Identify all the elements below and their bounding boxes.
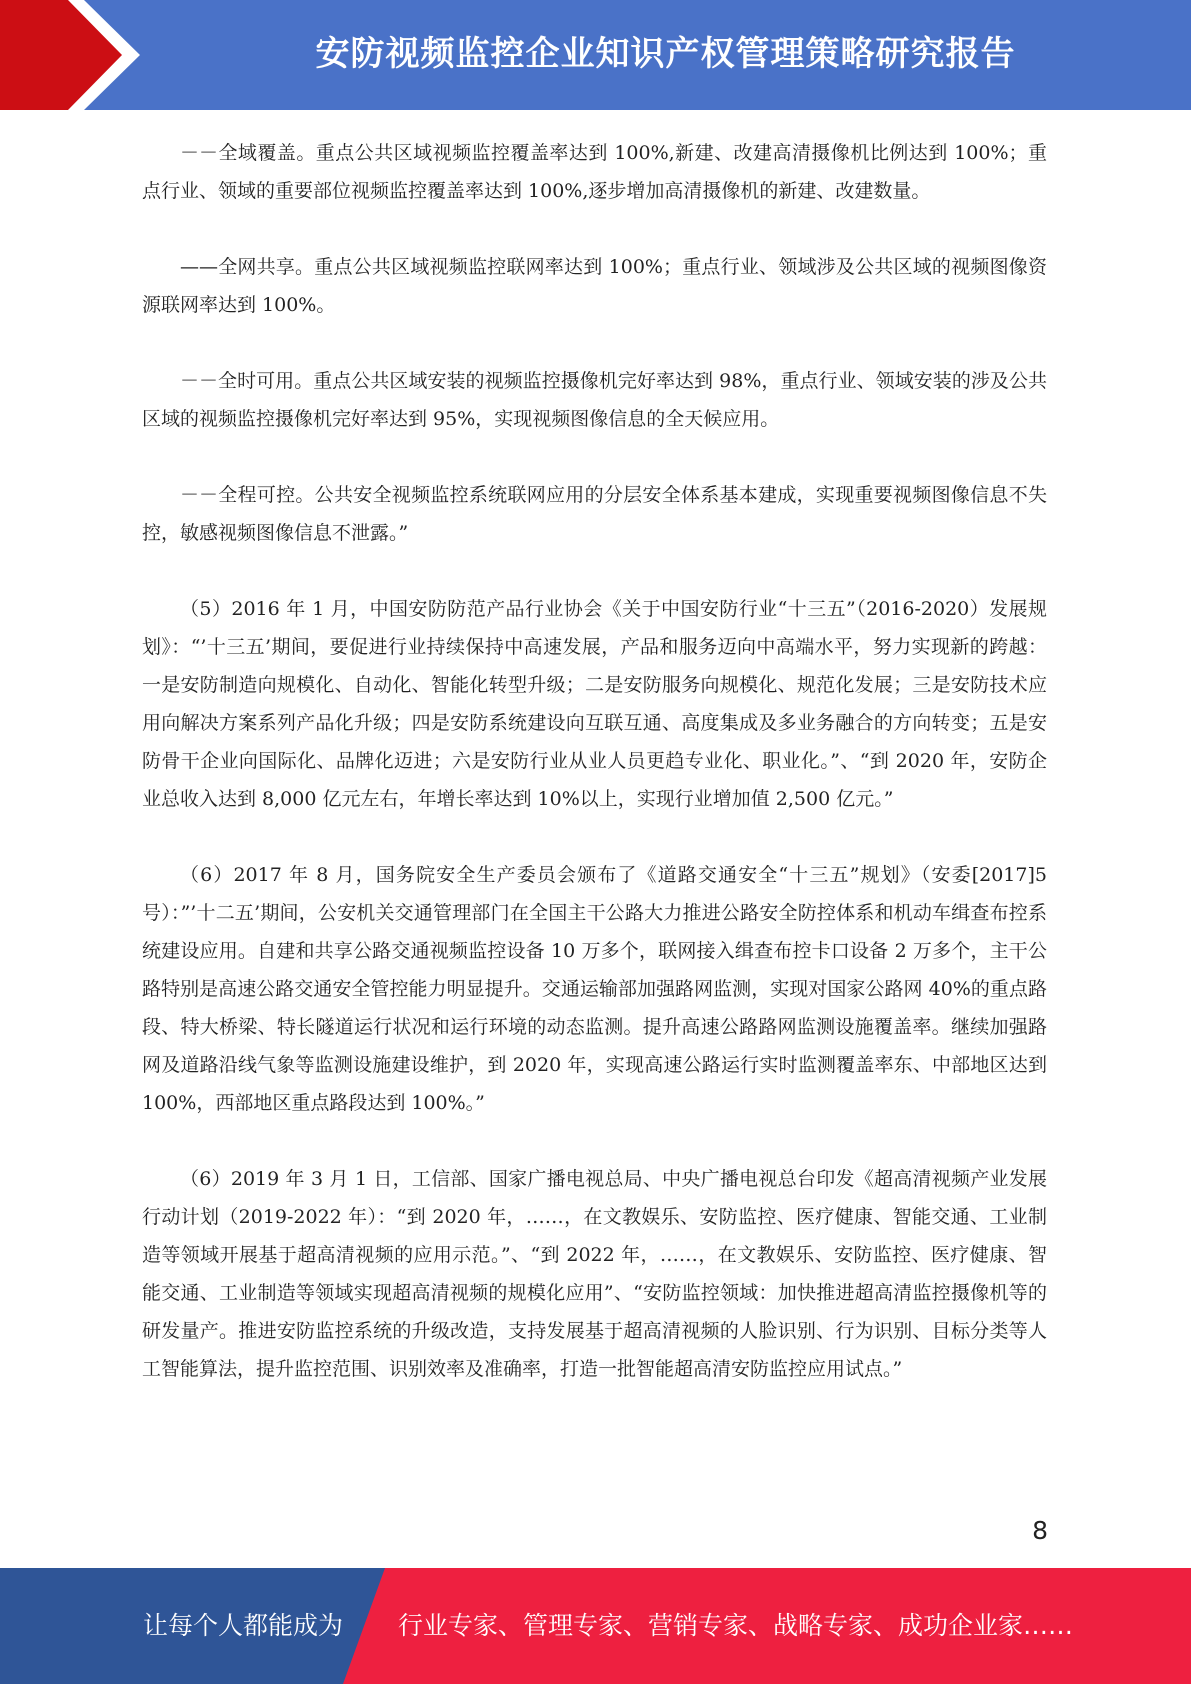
- paragraph-network-sharing: ——全网共享。重点公共区域视频监控联网率达到 100%；重点行业、领域涉及公共区域的视频图像资源联网率达到 100%。: [142, 256, 1047, 316]
- paragraph-full-coverage: －－全域覆盖。重点公共区域视频监控覆盖率达到 100%,新建、改建高清摄像机比例达到 100%；重点行业、领域的重要部位视频监控覆盖率达到 100%,逐步增加高清摄像机的新建、改建数量。: [142, 142, 1047, 202]
- report-title: 安防视频监控企业知识产权管理策略研究报告: [315, 34, 1016, 74]
- footer-slogan-right: 行业专家、管理专家、营销专家、战略专家、成功企业家……: [398, 1611, 1074, 1640]
- paragraph-road-safety-plan-2017: （6）2017 年 8 月，国务院安全生产委员会颁布了《道路交通安全“十三五”规划》（安委[2017]5 号）：”’十二五’期间，公安机关交通管理部门在全国主干公路大力推进公路安全防控体系和机动车缉查布控系统建设应用。自建和共享公路交通视频监控设备 10 万多个，联网接入缉查布控卡口设备 2 万多个，主干公路特别是高速公路交通安全管控能力明显提升。交通运输部加强路网监测，实现对国家公路网 40%的重点路段、特大桥梁、特长隧道运行状况和运行环境的动态监测。提升高速公路路网监测设施覆盖率。继续加强路网及道路沿线气象等监测设施建设维护，到 2020 年，实现高速公路运行实时监测覆盖率东、中部地区达到 100%，西部地区重点路段达到 100%。”: [142, 864, 1047, 1114]
- paragraph-full-control: －－全程可控。公共安全视频监控系统联网应用的分层安全体系基本建成，实现重要视频图像信息不失控，敏感视频图像信息不泄露。”: [142, 484, 1047, 544]
- footer-slogan-left: 让每个人都能成为: [143, 1611, 344, 1640]
- header-banner: [0, 0, 1191, 110]
- paragraph-full-time-availability: －－全时可用。重点公共区域安装的视频监控摄像机完好率达到 98%，重点行业、领域安装的涉及公共区域的视频监控摄像机完好率达到 95%，实现视频图像信息的全天候应用。: [142, 370, 1047, 430]
- paragraph-industry-plan-2016: （5）2016 年 1 月，中国安防防范产品行业协会《关于中国安防行业“十三五”（2016-2020）发展规划》：“’十三五’期间，要促进行业持续保持中高速发展，产品和服务迈向中高端水平，努力实现新的跨越：一是安防制造向规模化、自动化、智能化转型升级；二是安防服务向规模化、规范化发展；三是安防技术应用向解决方案系列产品化升级；四是安防系统建设向互联互通、高度集成及多业务融合的方向转变；五是安防骨干企业向国际化、品牌化迈进；六是安防行业从业人员更趋专业化、职业化。”、“到 2020 年，安防企业总收入达到 8,000 亿元左右，年增长率达到 10%以上，实现行业增加值 2,500 亿元。”: [142, 598, 1047, 810]
- footer-banner: [0, 1568, 1191, 1684]
- header-arrow-decoration: [0, 0, 152, 110]
- page-number: 8: [1032, 1516, 1048, 1545]
- document-body: [142, 134, 1047, 1426]
- paragraph-uhd-video-plan-2019: （6）2019 年 3 月 1 日，工信部、国家广播电视总局、中央广播电视总台印发《超高清视频产业发展行动计划（2019-2022 年）：“到 2020 年，……，在文教娱乐、安防监控、医疗健康、智能交通、工业制造等领域开展基于超高清视频的应用示范。”、“到 2022 年，……，在文教娱乐、安防监控、医疗健康、智能交通、工业制造等领域实现超高清视频的规模化应用”、“安防监控领域：加快推进超高清监控摄像机等的研发量产。推进安防监控系统的升级改造，支持发展基于超高清视频的人脸识别、行为识别、目标分类等人工智能算法，提升监控范围、识别效率及准确率，打造一批智能超高清安防监控应用试点。”: [142, 1168, 1047, 1380]
